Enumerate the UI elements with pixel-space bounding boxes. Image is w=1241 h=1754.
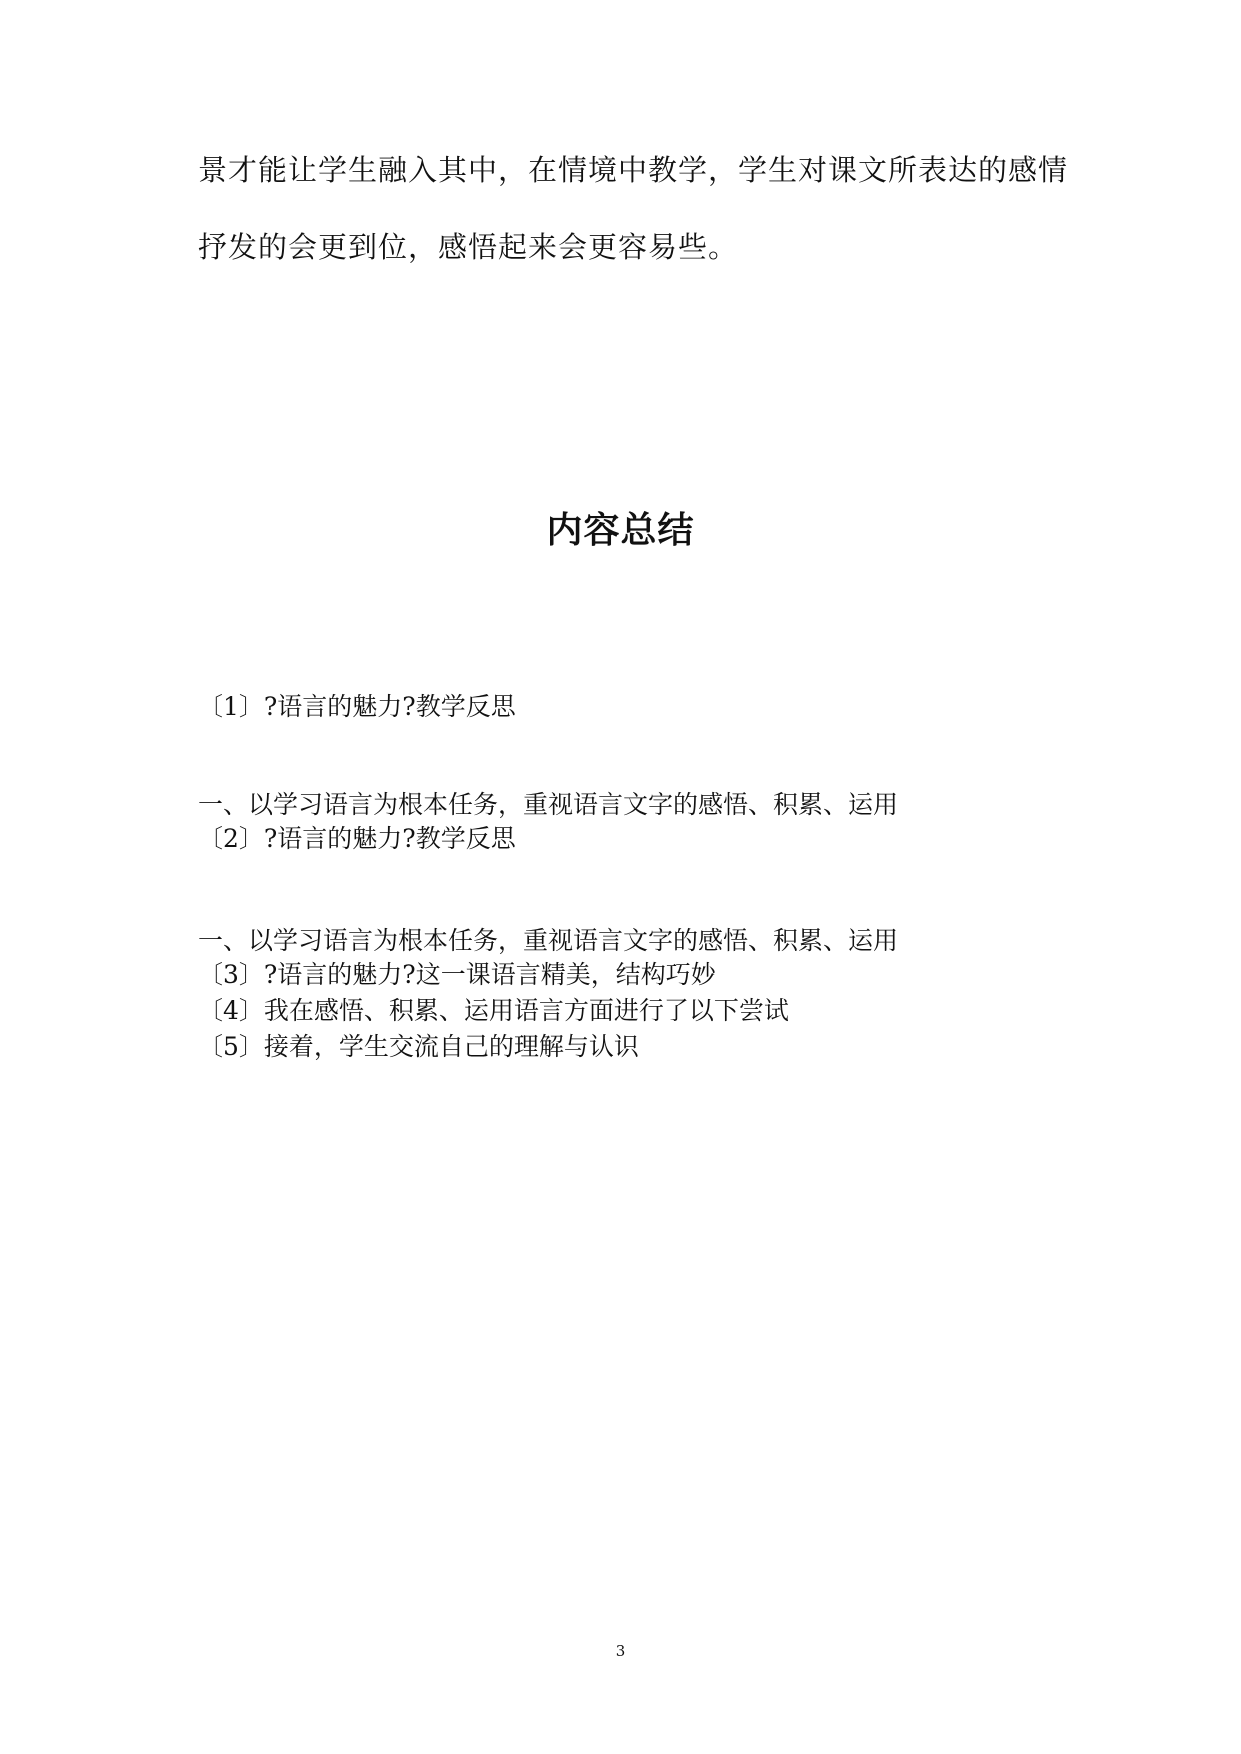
summary-item: 〔2〕?语言的魅力?教学反思 <box>198 824 516 853</box>
body-paragraph-line: 景才能让学生融入其中，在情境中教学，学生对课文所表达的感情 <box>198 153 1069 187</box>
summary-item: 一、以学习语言为根本任务，重视语言文字的感悟、积累、运用 <box>198 790 899 819</box>
summary-item: 〔1〕?语言的魅力?教学反思 <box>198 692 516 721</box>
summary-item: 〔4〕我在感悟、积累、运用语言方面进行了以下尝试 <box>198 996 789 1025</box>
summary-item: 〔5〕接着，学生交流自己的理解与认识 <box>198 1032 639 1061</box>
summary-item: 〔3〕?语言的魅力?这一课语言精美，结构巧妙 <box>198 960 716 989</box>
summary-title: 内容总结 <box>546 510 695 551</box>
page-number: 3 <box>615 1642 626 1660</box>
body-paragraph-line: 抒发的会更到位，感悟起来会更容易些。 <box>198 230 739 264</box>
summary-item: 一、以学习语言为根本任务，重视语言文字的感悟、积累、运用 <box>198 926 899 955</box>
